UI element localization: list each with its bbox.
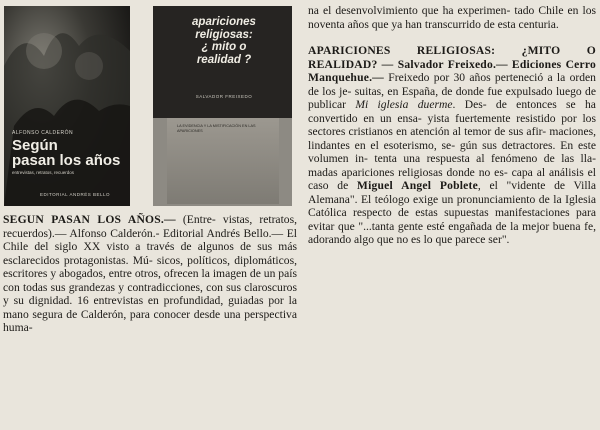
cover-title-line: Según xyxy=(12,137,58,154)
review-heading: APARICIONES RELIGIOSAS: ¿MITO O xyxy=(308,44,596,57)
cover-title-line: apariciones xyxy=(192,16,256,28)
review-line: capa al análisis el caso de xyxy=(308,165,596,192)
book-covers xyxy=(0,0,300,212)
review-line: Chile del siglo XX visto a través de algunos xyxy=(3,240,234,253)
right-text-block xyxy=(308,4,596,247)
person-name: Poblete xyxy=(439,179,478,192)
review-line: Freixedo xyxy=(383,71,430,84)
cover-author: ALFONSO CALDERÓN xyxy=(12,130,74,136)
review-line: de un país con todas sus grandezas y xyxy=(3,267,297,294)
review-line: de entonces se ha convertido en un ensa- xyxy=(308,98,596,125)
review-line: teólogo exige un pronunciamiento de la xyxy=(374,192,562,206)
review-apariciones-religiosas xyxy=(308,44,596,247)
review-line: suitas, en España, de donde fue expulsado xyxy=(354,84,553,98)
cover-caption: LA EVIDENCIA Y LA MISTIFICACIÓN EN LAS APARICIONES xyxy=(177,124,256,133)
review-line: gente esté engañada de la mejor buena fe, xyxy=(397,219,596,233)
review-line: dignidad. 16 entrevistas en profundidad, xyxy=(28,294,224,307)
review-segun-pasan-los-anos xyxy=(3,213,297,335)
review-line: de sus más esclarecidos protagonistas. Mú- xyxy=(3,240,297,267)
review-line: na el desenvolvimiento que ha experimen- xyxy=(308,4,511,17)
book-title-italic: Mi iglesia duerme xyxy=(355,98,453,111)
review-line: tado Chile en los noventa años que ya han xyxy=(308,4,596,31)
cover-title-line: pasan los años xyxy=(12,152,121,169)
person-name: Miguel Angel xyxy=(356,179,432,192)
cover-author: SALVADOR FREIXEDO xyxy=(195,94,253,99)
review-line: ser". xyxy=(488,233,510,246)
review-line: gún sus detractores. En este volumen in- xyxy=(308,138,596,165)
forest-image-icon xyxy=(4,6,130,206)
review-heading: REALIDAD? — Salvador Freixedo.— xyxy=(308,57,508,71)
review-line: contradicciones, con sus claroscuros y su xyxy=(3,280,297,307)
review-line: para conocer desde una perspectiva huma- xyxy=(3,307,297,334)
right-column xyxy=(308,0,596,430)
cover-title xyxy=(12,138,128,168)
book-cover-segun-pasan-los-anos xyxy=(4,6,130,206)
review-line: madas apariciones religiosas donde no es- xyxy=(308,165,508,179)
cover-title-line: realidad ? xyxy=(196,53,252,66)
review-line: . Des- xyxy=(452,98,487,111)
review-continuation xyxy=(308,4,596,31)
review-line: yista fuertemente resistido por los sectores xyxy=(308,111,596,138)
review-line: cristianos en atención al temor de sus afir- xyxy=(348,125,547,138)
cover-photo xyxy=(4,6,130,206)
review-line: , el "vidente de Villa Alemana". El xyxy=(308,179,596,206)
cover-publisher: EDITORIAL ANDRÉS BELLO xyxy=(40,192,111,197)
review-line: luego de publicar xyxy=(308,84,597,111)
review-line: por 30 años perteneció a la orden de los je- xyxy=(308,71,596,98)
review-line: (Entre- xyxy=(182,213,216,226)
review-line: sicos, políticos, diplomáticos, escritores y xyxy=(3,253,297,280)
review-heading: Ediciones Cerro Manquehue.— xyxy=(308,57,597,84)
review-line: adorando algo que no es lo que parece xyxy=(308,233,486,246)
cover-title-line: ¿ mito o xyxy=(201,41,247,53)
cover-title-line: religiosas: xyxy=(195,28,253,41)
review-line: Calderón.- Editorial Andrés Bello.— El xyxy=(110,226,297,240)
review-line: Iglesia Católica respecto de estas supuestas xyxy=(308,192,596,219)
review-line: manifestaciones para evitar que "...tanta xyxy=(308,206,596,233)
review-line: transcurrido de esta centuria. xyxy=(424,17,559,31)
review-line: maciones, lindantes en el esoterismo, se- xyxy=(308,125,597,152)
cover-title xyxy=(159,16,289,66)
review-line: abogados, entre otros, ofrecen la imagen xyxy=(59,267,247,280)
book-cover-apariciones-religiosas xyxy=(153,6,292,206)
review-line: guiadas por la mano segura de Calderón, xyxy=(3,294,297,321)
review-line: tenta una respuesta al fenómeno de las lla- xyxy=(374,152,596,165)
cover-subtitle: entrevistas, retratos, recuerdos xyxy=(12,170,75,175)
review-heading: SEGUN PASAN LOS AÑOS.— xyxy=(3,213,176,226)
review-line: vistas, retratos, recuerdos).— Alfonso xyxy=(3,213,298,240)
